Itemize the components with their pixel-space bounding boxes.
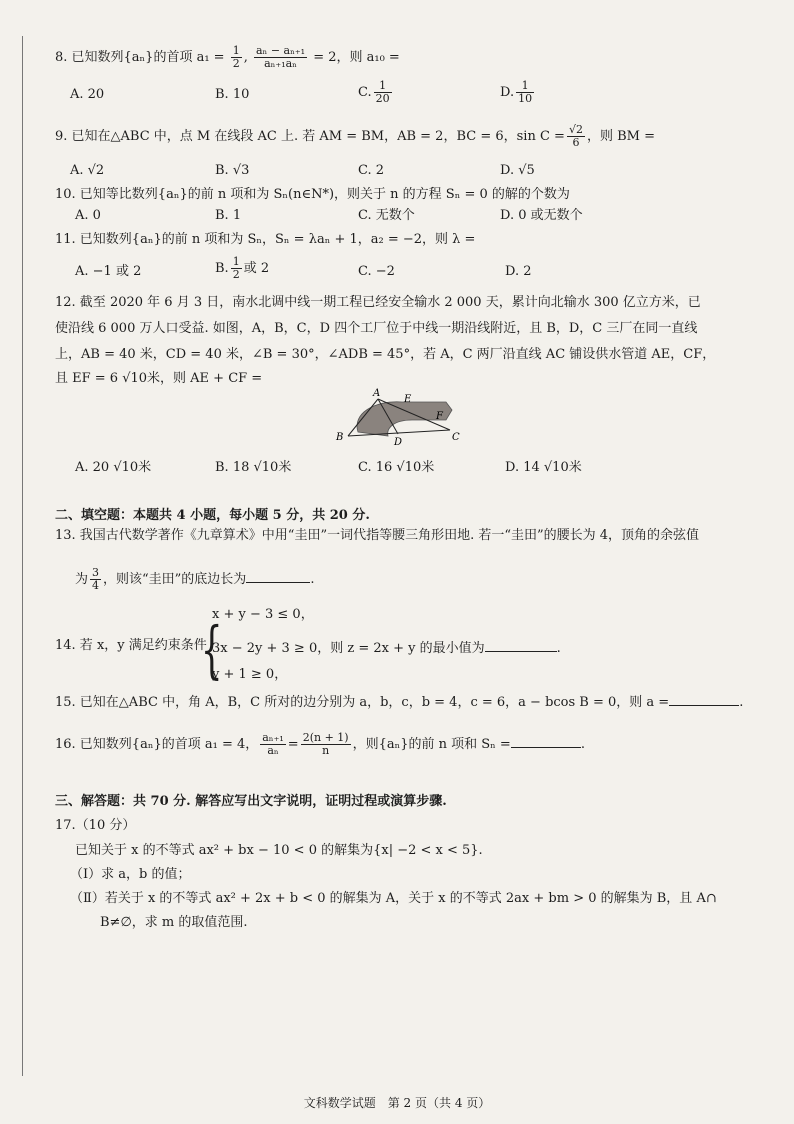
q13-answer-blank[interactable] (246, 568, 310, 583)
q17-part-2: （Ⅱ）若关于 x 的不等式 ax² + 2x + b < 0 的解集为 A，关于 x 的不等式 2ax + bm > 0 的解集为 B，且 A∩ (70, 891, 717, 906)
label-d: D (394, 437, 403, 448)
q10-option-b: B. 1 (215, 208, 242, 223)
q8-stem: 8. 已知数列{aₙ}的首项 a₁ = $\frac{1}{2}$ , $\frac{\text{aₙ − aₙ₊₁}}{\text{aₙ₊₁aₙ}}$ = 2，则 a₁₀ = (55, 44, 400, 70)
q8-option-c: C. $\frac{1}{20}$ (358, 79, 390, 105)
q14-prefix: 14. 若 x，y 满足约束条件 (55, 638, 207, 653)
section-3-heading: 三、解答题：共 70 分. 解答应写出文字说明，证明过程或演算步骤. (55, 794, 447, 809)
q12-line-1: 12. 截至 2020 年 6 月 3 日，南水北调中线一期工程已经安全输水 2 000 天，累计向北输水 300 亿立方米，已 (55, 295, 701, 310)
q9-option-c: C. 2 (358, 163, 385, 178)
label-c: C (452, 432, 460, 443)
q11-stem: 11. 已知数列{aₙ}的前 n 项和为 Sₙ，Sₙ = λaₙ + 1，a₂ = −2，则 λ = (55, 232, 476, 247)
q11-option-d: D. 2 (505, 264, 532, 279)
q17-part-2-cont: B≠∅，求 m 的取值范围. (100, 915, 248, 930)
q11-option-b: B. $\frac{1}{2}$ 或 2 (215, 255, 270, 281)
q13-line-1: 13. 我国古代数学著作《九章算术》中用“圭田”一词代指等腰三角形田地. 若一“圭田”的腰长为 4，顶角的余弦值 (55, 528, 700, 543)
q14-brace: { (200, 613, 223, 686)
q17-part-1: （Ⅰ）求 a，b 的值； (70, 867, 191, 882)
q9-stem: 9. 已知在△ABC 中，点 M 在线段 AC 上. 若 AM = BM，AB = 2，BC = 6，sin C = $\frac{√2}{6}$ ，则 BM = (55, 123, 655, 149)
q16-answer-blank[interactable] (511, 733, 581, 748)
q14-constraint-1: x + y − 3 ≤ 0， (212, 607, 314, 622)
q9-option-b: B. √3 (215, 163, 250, 178)
q12-line-3: 上，AB = 40 米，CD = 40 米，∠B = 30°，∠ADB = 45°，若 A，C 两厂沿直线 AC 铺设供水管道 AE，CF， (55, 347, 716, 362)
q17-line-1: 已知关于 x 的不等式 ax² + bx − 10 < 0 的解集为{x| −2 < x < 5}. (75, 843, 483, 858)
q11-option-c: C. −2 (358, 264, 395, 279)
section-2-heading: 二、填空题：本题共 4 小题，每小题 5 分，共 20 分. (55, 508, 370, 523)
q12-option-b: B. 18 √10米 (215, 460, 292, 475)
q9-option-d: D. √5 (500, 163, 535, 178)
label-f: F (436, 411, 443, 422)
q12-option-c: C. 16 √10米 (358, 460, 435, 475)
q8-option-b: B. 10 (215, 87, 250, 102)
q11-option-a: A. −1 或 2 (75, 264, 142, 279)
q14-constraint-2: 3x − 2y + 3 ≥ 0，则 z = 2x + y 的最小值为 . (212, 637, 561, 658)
q14-constraint-3: y + 1 ≥ 0， (212, 667, 288, 682)
q10-option-a: A. 0 (75, 208, 101, 223)
q16-stem: 16. 已知数列{aₙ}的首项 a₁ = 4， $\frac{\text{aₙ₊₁}}{\text{aₙ}}$ = $\frac{2(n + 1)}{n}$ ，则{aₙ}的前 n 项和 Sₙ = . (55, 731, 585, 757)
margin-rule (22, 36, 23, 1076)
q14-answer-blank[interactable] (485, 637, 557, 652)
q12-figure (322, 384, 472, 450)
label-e: E (404, 394, 412, 405)
label-a: A (373, 388, 381, 399)
q13-line-2: 为 $\frac{3}{4}$ ，则该“圭田”的底边长为 . (75, 566, 315, 592)
q8-option-a: A. 20 (70, 87, 105, 102)
q9-option-a: A. √2 (70, 163, 105, 178)
q10-stem: 10. 已知等比数列{aₙ}的前 n 项和为 Sₙ(n∈N*)，则关于 n 的方程 Sₙ = 0 的解的个数为 (55, 187, 570, 202)
page-footer: 文科数学试题 第 2 页（共 4 页） (303, 1096, 491, 1110)
q10-option-d: D. 0 或无数个 (500, 208, 583, 223)
q12-option-d: D. 14 √10米 (505, 460, 582, 475)
q12-line-2: 使沿线 6 000 万人口受益. 如图，A，B，C，D 四个工厂位于中线一期沿线附近，且 B，D，C 三厂在同一直线 (55, 321, 698, 336)
q10-option-c: C. 无数个 (358, 208, 415, 223)
q15-answer-blank[interactable] (669, 691, 739, 706)
q15-stem: 15. 已知在△ABC 中，角 A，B，C 所对的边分别为 a，b，c，b = 4，c = 6，a − bcos B = 0，则 a = . (55, 691, 743, 712)
q17-title: 17.（10 分） (55, 818, 136, 833)
q8-option-d: D. $\frac{1}{10}$ (500, 79, 533, 105)
label-b: B (336, 432, 344, 443)
q12-line-4: 且 EF = 6 √10米，则 AE + CF = (55, 371, 263, 386)
q12-option-a: A. 20 √10米 (75, 460, 152, 475)
